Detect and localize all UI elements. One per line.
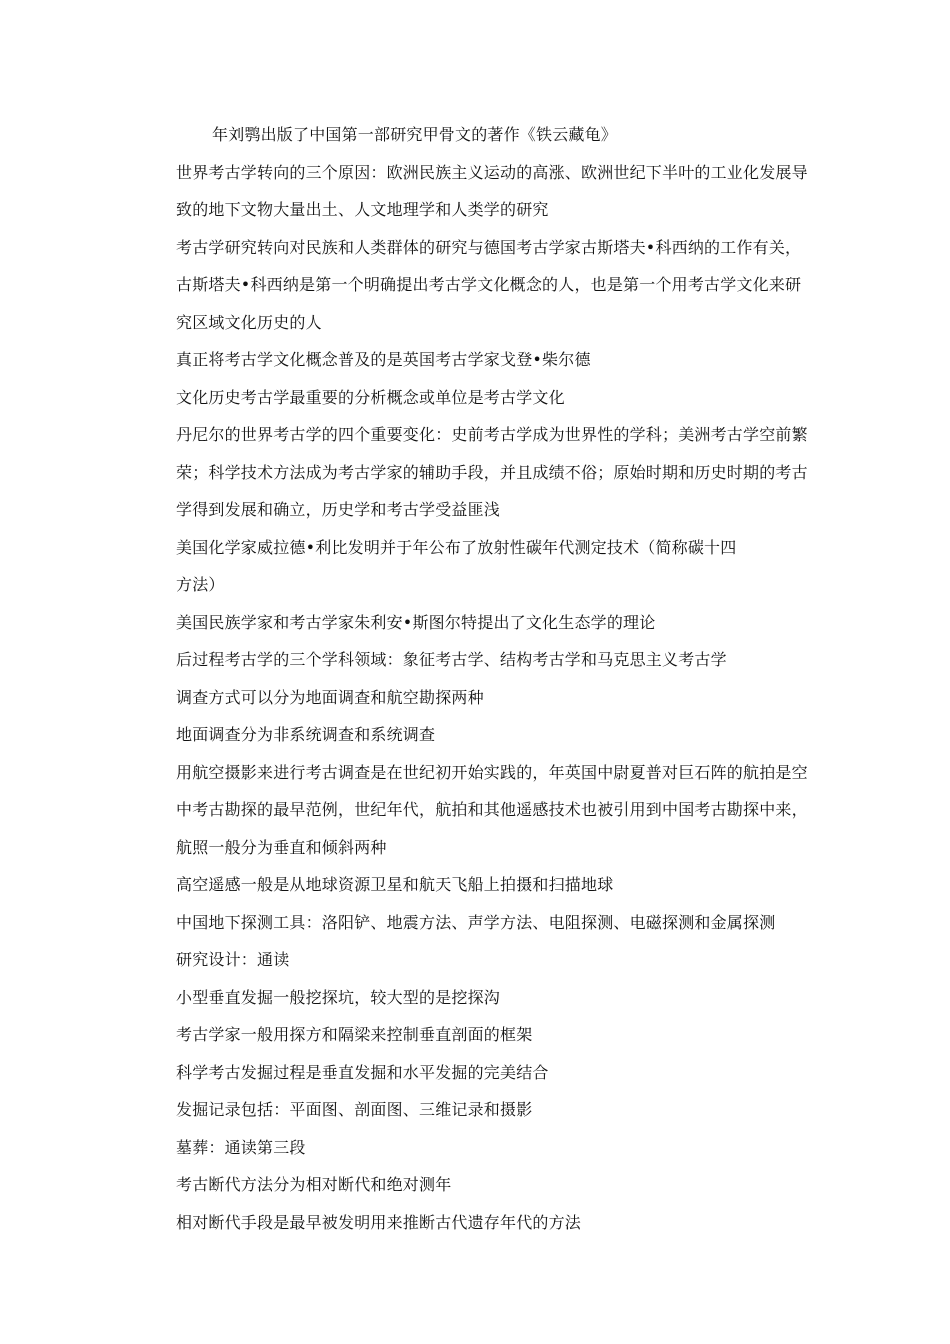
paragraph-10: 后过程考古学的三个学科领域：象征考古学、结构考古学和马克思主义考古学 <box>176 650 727 669</box>
paragraph-7: 美国化学家威拉德•利比发明并于年公布了放射性碳年代测定技术（简称碳十四 <box>176 537 737 557</box>
paragraph-17: 小型垂直发掘一般挖探坑，较大型的是挖探沟 <box>176 987 501 1007</box>
paragraph-1: 年刘鹗出版了中国第一部研究甲骨文的著作《铁云藏龟》 <box>212 125 618 144</box>
paragraph-8: 方法） <box>176 575 225 594</box>
paragraph-18: 考古学家一般用探方和隔梁来控制垂直剖面的框架 <box>176 1025 533 1044</box>
paragraph-3: 考古学研究转向对民族和人类群体的研究与德国考古学家古斯塔夫•科西纳的工作有关，古斯塔夫•科西纳是第一个明确提出考古学文化概念的人，也是第一个用考古学文化来研究区域文化历史的人 <box>176 237 802 332</box>
paragraph-9: 美国民族学家和考古学家朱利安•斯图尔特提出了文化生态学的理论 <box>176 612 656 632</box>
paragraph-4: 真正将考古学文化概念普及的是英国考古学家戈登•柴尔德 <box>176 350 591 369</box>
paragraph-16: 研究设计：通读 <box>176 950 290 969</box>
paragraph-2: 世界考古学转向的三个原因：欧洲民族主义运动的高涨、欧洲世纪下半叶的工业化发展导致的地下文物大量出土、人文地理学和人类学的研究 <box>176 162 808 219</box>
paragraph-19: 科学考古发掘过程是垂直发掘和水平发掘的完美结合 <box>176 1062 549 1082</box>
paragraph-23: 相对断代手段是最早被发明用来推断古代遗存年代的方法 <box>176 1212 582 1232</box>
paragraph-11: 调查方式可以分为地面调查和航空勘探两种 <box>176 687 484 707</box>
paragraph-20: 发掘记录包括：平面图、剖面图、三维记录和摄影 <box>176 1100 533 1119</box>
paragraph-5: 文化历史考古学最重要的分析概念或单位是考古学文化 <box>176 387 565 407</box>
paragraph-12: 地面调查分为非系统调查和系统调查 <box>176 725 436 744</box>
paragraph-21: 墓葬：通读第三段 <box>176 1137 306 1157</box>
paragraph-6: 丹尼尔的世界考古学的四个重要变化：史前考古学成为世界性的学科；美洲考古学空前繁荣；科学技术方法成为考古学家的辅助手段，并且成绩不俗；原始时期和历史时期的考古学得到发展和确立，历史学和考古学受益匪浅 <box>176 425 808 519</box>
paragraph-15: 中国地下探测工具：洛阳铲、地震方法、声学方法、电阻探测、电磁探测和金属探测 <box>176 912 776 932</box>
paragraph-22: 考古断代方法分为相对断代和绝对测年 <box>176 1175 452 1194</box>
paragraph-14: 高空遥感一般是从地球资源卫星和航天飞船上拍摄和扫描地球 <box>176 875 614 894</box>
paragraph-13: 用航空摄影来进行考古调查是在世纪初开始实践的，年英国中尉夏普对巨石阵的航拍是空中考古勘探的最早范例，世纪年代，航拍和其他遥感技术也被引用到中国考古勘探中来，航照一般分为垂直和倾斜两种 <box>176 762 808 857</box>
document-body <box>176 116 816 1241</box>
